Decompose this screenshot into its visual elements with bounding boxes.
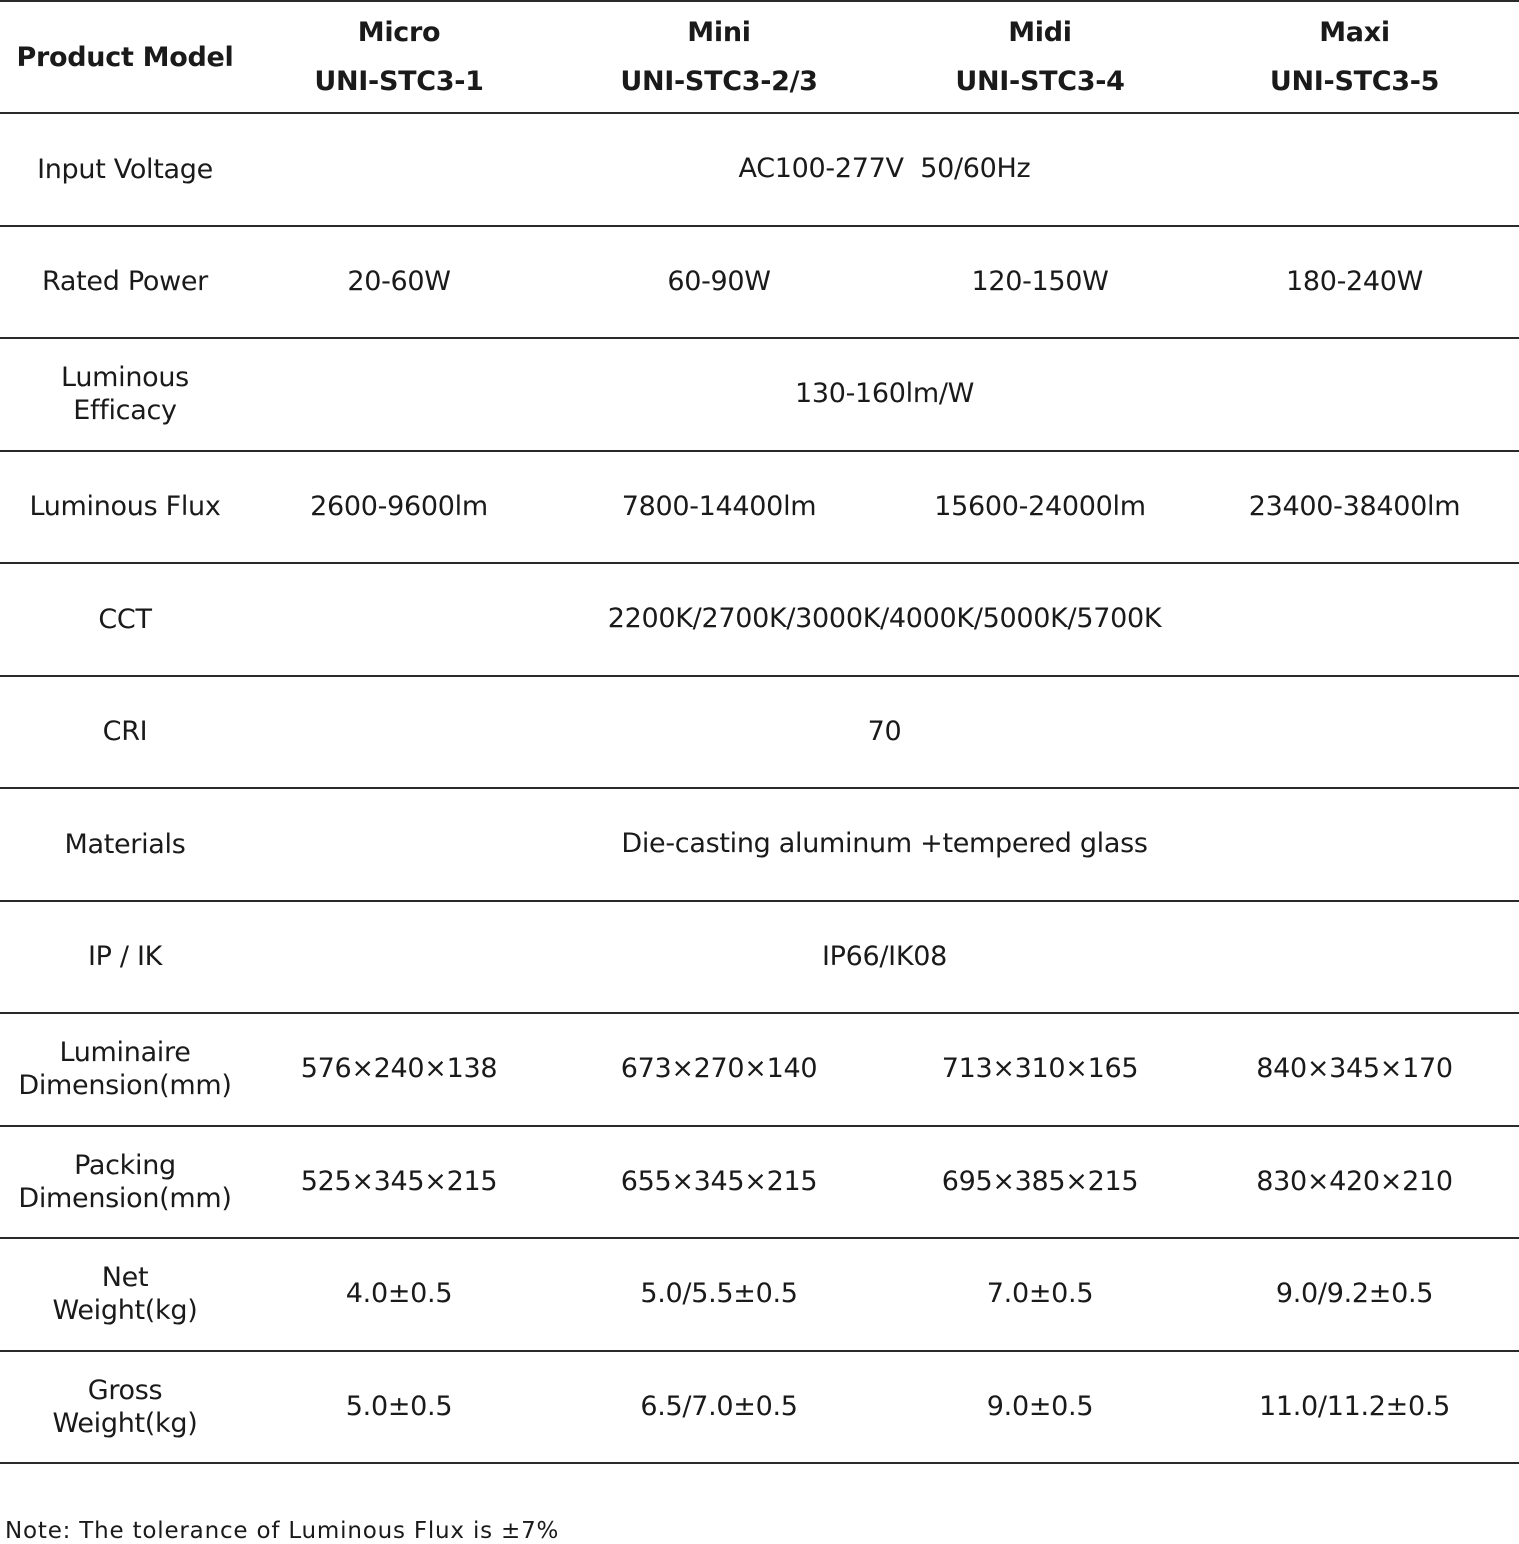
header-label: Product Model: [16, 41, 234, 73]
row-value: AC100-277V 50/60Hz: [738, 153, 1031, 185]
row-value: Die-casting aluminum +tempered glass: [621, 828, 1148, 860]
row-value: 70: [867, 715, 902, 747]
row-value: 525×345×215: [300, 1165, 498, 1197]
table-row: [0, 1127, 1519, 1240]
row-value: 2600-9600lm: [310, 490, 488, 522]
row-label: Input Voltage: [37, 153, 213, 185]
table-row: [0, 1352, 1519, 1465]
row-value: 576×240×138: [300, 1053, 498, 1085]
header-model-mini: Mini UNI-STC3-2/3: [620, 17, 818, 97]
row-value: 655×345×215: [620, 1165, 818, 1197]
row-value: 6.5/7.0±0.5: [640, 1390, 798, 1422]
table-header-row: [0, 0, 1519, 114]
row-label: Rated Power: [42, 266, 208, 298]
row-label: CCT: [98, 603, 152, 635]
row-value: 11.0/11.2±0.5: [1259, 1390, 1450, 1422]
table-row: [0, 339, 1519, 452]
table-row: [0, 114, 1519, 227]
table-row: [0, 564, 1519, 677]
row-label: Gross Weight(kg): [52, 1374, 198, 1439]
row-label: Net Weight(kg): [52, 1262, 198, 1327]
row-value: 2200K/2700K/3000K/4000K/5000K/5700K: [607, 603, 1162, 635]
table-row: [0, 452, 1519, 565]
row-value: 130-160lm/W: [794, 378, 975, 410]
row-value: 4.0±0.5: [345, 1278, 453, 1310]
row-value: 7.0±0.5: [986, 1278, 1094, 1310]
table-row: [0, 1239, 1519, 1352]
row-label: IP / IK: [87, 941, 163, 973]
row-value: IP66/IK08: [821, 940, 948, 972]
row-value: 9.0±0.5: [986, 1390, 1094, 1422]
row-label: Materials: [64, 828, 186, 860]
row-value: 840×345×170: [1256, 1053, 1453, 1085]
row-value: 713×310×165: [941, 1053, 1139, 1085]
row-value: 673×270×140: [620, 1053, 818, 1085]
row-value: 180-240W: [1285, 265, 1424, 297]
row-value: 5.0/5.5±0.5: [640, 1278, 798, 1310]
table-row: [0, 789, 1519, 902]
table-row: [0, 677, 1519, 790]
row-value: 5.0±0.5: [345, 1390, 453, 1422]
row-value: 23400-38400lm: [1248, 490, 1461, 522]
row-value: 120-150W: [971, 265, 1109, 297]
row-label: Luminous Efficacy: [61, 362, 189, 427]
table-row: [0, 227, 1519, 340]
row-value: 9.0/9.2±0.5: [1275, 1278, 1434, 1310]
row-label: Luminaire Dimension(mm): [18, 1037, 232, 1102]
row-label: Luminous Flux: [29, 491, 221, 523]
row-label: Packing Dimension(mm): [18, 1149, 232, 1214]
row-value: 7800-14400lm: [621, 490, 817, 522]
row-value: 695×385×215: [941, 1165, 1139, 1197]
table-row: [0, 902, 1519, 1015]
row-label: CRI: [102, 716, 148, 748]
table-row: [0, 1014, 1519, 1127]
row-value: 15600-24000lm: [934, 490, 1146, 522]
row-value: 20-60W: [347, 265, 451, 297]
row-value: 60-90W: [667, 265, 771, 297]
header-model-midi: Midi UNI-STC3-4: [955, 17, 1125, 97]
tolerance-note: Note: The tolerance of Luminous Flux is ±7%: [5, 1518, 560, 1544]
row-value: 830×420×210: [1256, 1165, 1453, 1197]
header-model-micro: Micro UNI-STC3-1: [314, 17, 484, 97]
header-model-maxi: Maxi UNI-STC3-5: [1269, 17, 1440, 97]
